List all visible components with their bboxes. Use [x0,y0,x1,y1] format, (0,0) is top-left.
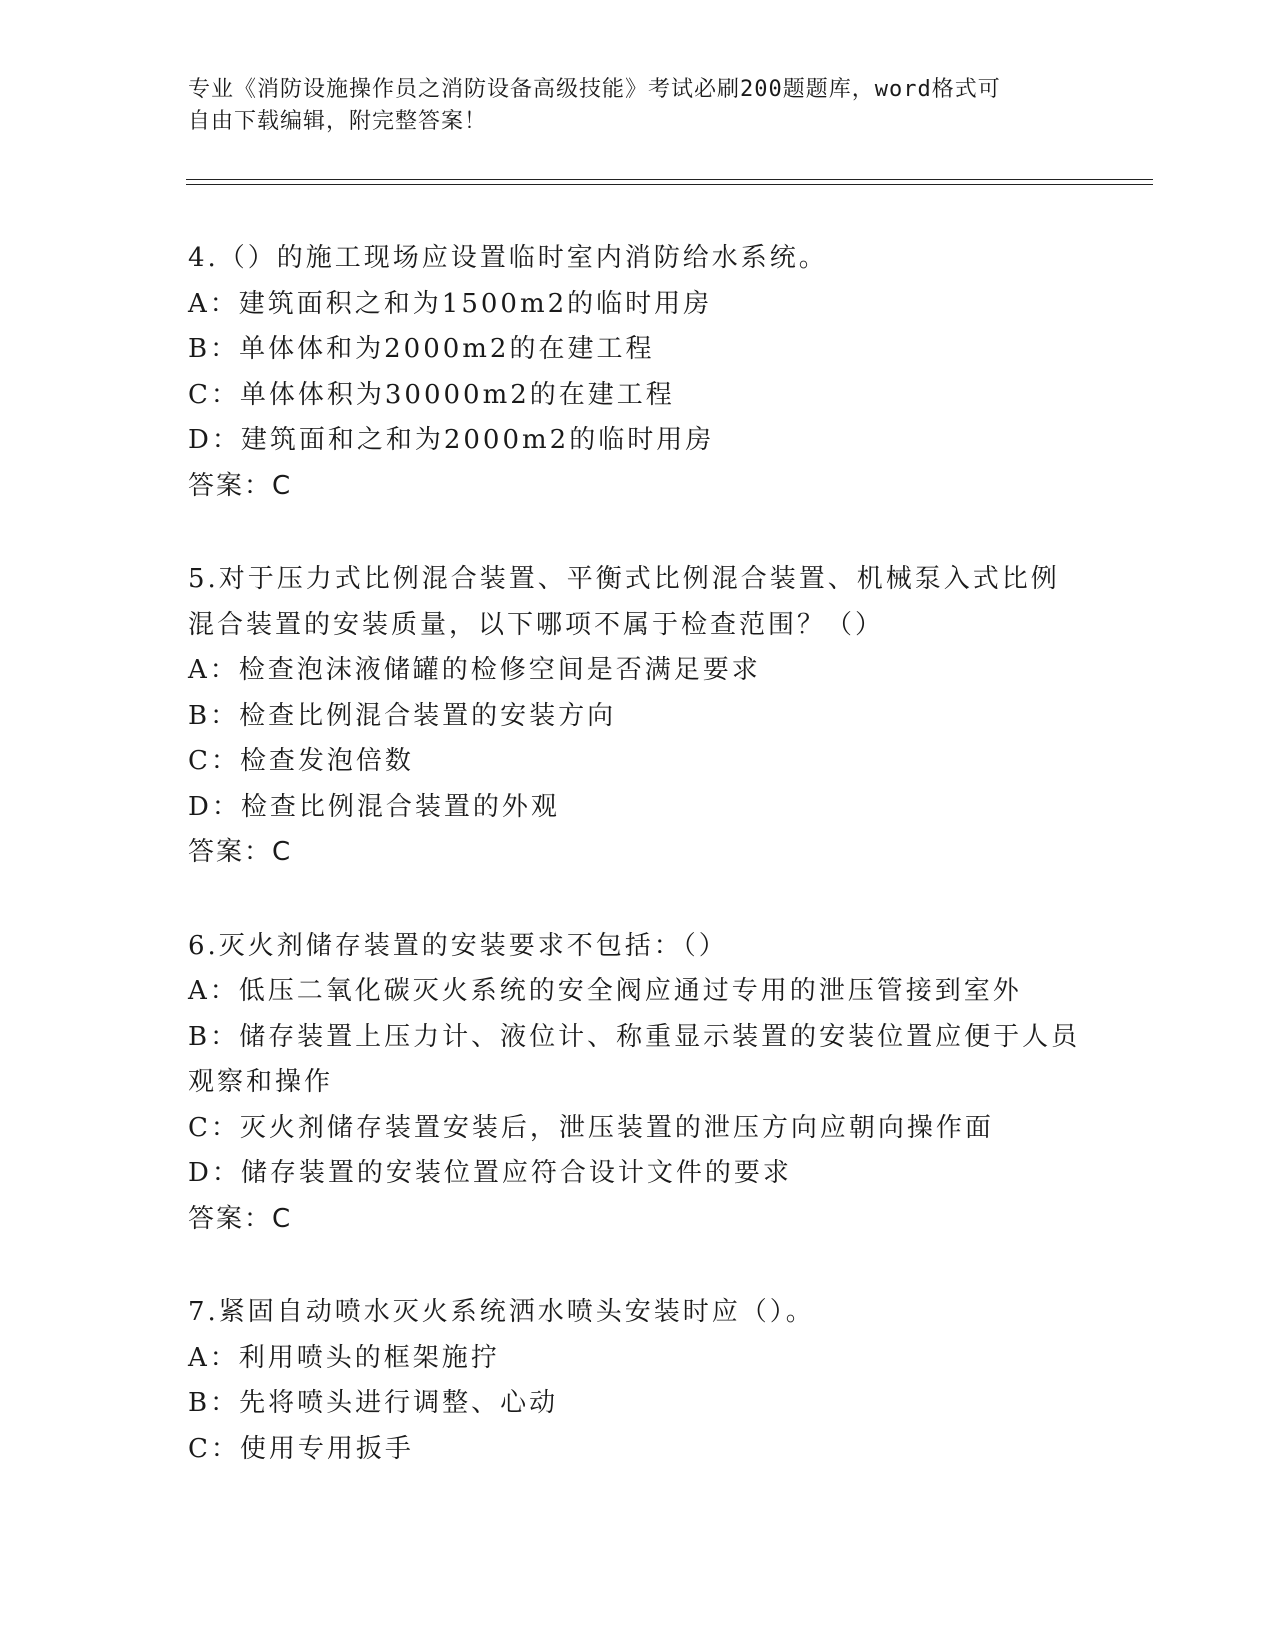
option-c: C：单体体积为30000m2的在建工程 [188,379,675,410]
question-item [188,557,1088,876]
option-d: D：检查比例混合装置的外观 [188,791,560,822]
option-a: A：利用喷头的框架施拧 [188,1342,500,1373]
header-divider [186,179,1153,180]
option-a: A：建筑面积之和为1500m2的临时用房 [188,288,713,319]
option-a: A：检查泡沫液储罐的检修空间是否满足要求 [188,655,761,685]
header-line: 自由下载编辑，附完整答案！ [188,109,488,134]
option-c: C：使用专用扳手 [188,1433,414,1464]
question-item [188,924,1088,1243]
option-a: A：低压二氧化碳灭火系统的安全阀应通过专用的泄压管接到室外 [188,976,1022,1006]
question-stem: 6.灭火剂储存装置的安装要求不包括：（） [188,930,728,961]
option-d: D：储存装置的安装位置应符合设计文件的要求 [188,1158,792,1188]
option-d: D：建筑面和之和为2000m2的临时用房 [188,425,715,455]
header-line: 专业《消防设施操作员之消防设备高级技能》考试必刷200题题库，word格式可 [188,77,1001,102]
answer-text: 答案：C [188,837,293,867]
question-item [188,1290,1088,1472]
option-b: B：先将喷头进行调整、心动 [188,1388,559,1418]
question-stem: 4.（）的施工现场应设置临时室内消防给水系统。 [188,243,828,273]
option-b: 观察和操作 [188,1067,334,1097]
question-list [188,236,1088,1472]
answer-text: 答案：C [188,470,293,501]
option-c: C：检查发泡倍数 [188,746,414,776]
option-b: B：单体体和为2000m2的在建工程 [188,334,655,364]
question-stem: 7.紧固自动喷水灭火系统洒水喷头安装时应（）。 [188,1297,815,1327]
option-c: C：灭火剂储存装置安装后，泄压装置的泄压方向应朝向操作面 [188,1112,994,1143]
option-b: B：检查比例混合装置的安装方向 [188,700,617,731]
answer-text: 答案：C [188,1203,293,1234]
question-stem: 混合装置的安装质量，以下哪项不属于检查范围？（） [188,609,885,640]
question-stem: 5.对于压力式比例混合装置、平衡式比例混合装置、机械泵入式比例 [188,564,1060,594]
question-item [188,236,1088,509]
option-b: B：储存装置上压力计、液位计、称重显示装置的安装位置应便于人员 [188,1021,1081,1052]
document-header [188,74,1068,138]
header-divider [186,184,1153,185]
